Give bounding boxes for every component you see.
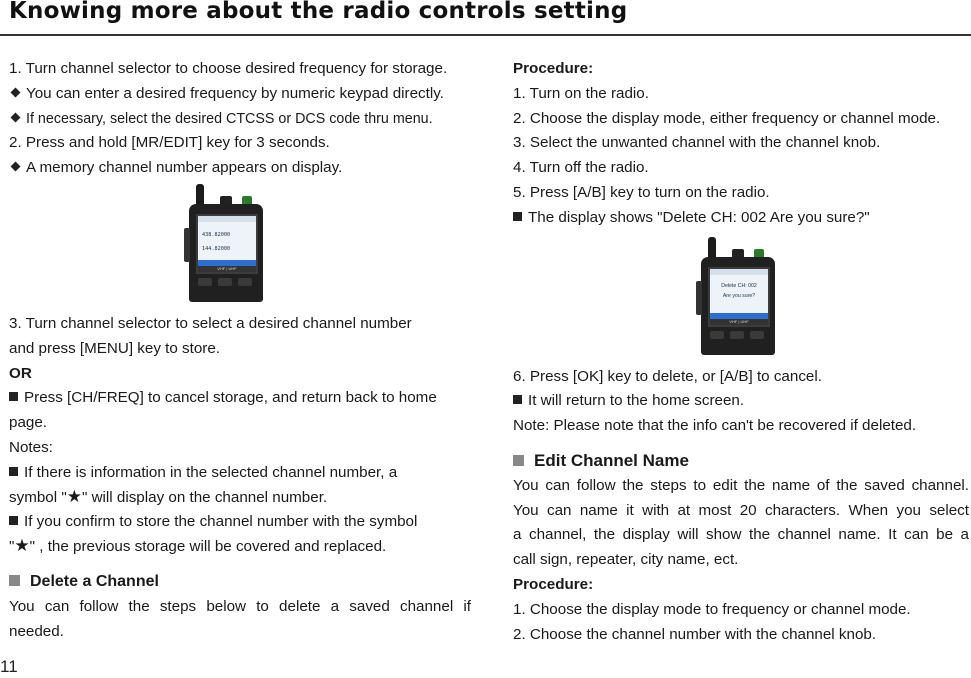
screen-line-2: 144.82000 [202, 245, 231, 252]
bullet-memory: A memory channel number appears on display. [9, 156, 471, 181]
square-bullet-icon [513, 455, 524, 466]
proc-step-4: 4. Turn off the radio. [513, 159, 649, 177]
proc-step-5: 5. Press [A/B] key to turn on the radio. [513, 183, 770, 201]
notes-label: Notes: [9, 438, 53, 456]
radio-brand: VHF | UHF [198, 266, 256, 272]
square-bullet-icon [513, 212, 522, 221]
edit-line-4: call sign, repeater, city name, ect. [513, 551, 739, 569]
proc-step-1: 1. Turn on the radio. [513, 84, 649, 102]
or-label: OR [9, 364, 32, 382]
title-divider [0, 34, 971, 36]
edit-step-1: 1. Choose the display mode to frequency or channel mode. [513, 600, 911, 618]
proc-step-2: 2. Choose the display mode, either frequency or channel mode. [513, 109, 941, 127]
edit-line-3: a channel, the display will show the channel name. It can be a [513, 526, 969, 544]
radio-illustration-frequency [184, 184, 266, 302]
delete-desc-line-1: You can follow the steps below to delete a saved channel if [9, 597, 471, 615]
right-column [513, 57, 969, 647]
radio-screen [708, 267, 770, 327]
delete-note: Note: Please note that the info can't be recovered if deleted. [513, 417, 917, 435]
delete-channel-heading: Delete a Channel [9, 570, 471, 595]
cancel-line-2: page. [9, 414, 48, 432]
display-shows: The display shows "Delete CH: 002 Are you sure?" [513, 206, 969, 231]
return-home: It will return to the home screen. [513, 389, 969, 414]
note-2-line-2: "★" , the previous storage will be covered and replaced. [9, 536, 387, 556]
screen-line-1: Delete CH: 002 [721, 282, 757, 289]
page-title: Knowing more about the radio controls setting [9, 0, 628, 24]
square-bullet-icon [513, 395, 522, 404]
square-bullet-icon [9, 392, 18, 401]
square-bullet-icon [9, 516, 18, 525]
screen-line-1: 438.82000 [202, 231, 231, 238]
diamond-bullet-icon [11, 112, 21, 122]
square-bullet-icon [9, 467, 18, 476]
radio-screen [196, 214, 258, 274]
procedure-heading: Procedure: [513, 60, 594, 77]
step-3-line-2: and press [MENU] key to store. [9, 339, 221, 357]
ptt-key [184, 228, 190, 262]
radio-illustration-delete [696, 237, 778, 355]
screen-line-2: Are you sure? [722, 292, 756, 299]
step-3-line-1: 3. Turn channel selector to select a desired channel number [9, 314, 412, 332]
procedure-heading-2: Procedure: [513, 575, 594, 593]
square-bullet-icon [9, 575, 20, 586]
proc-step-6: 6. Press [OK] key to delete, or [A/B] to cancel. [513, 367, 822, 385]
edit-step-2: 2. Choose the channel number with the channel knob. [513, 625, 877, 643]
left-column [9, 57, 471, 644]
star-icon: ★ [66, 486, 82, 506]
diamond-bullet-icon [11, 162, 21, 172]
note-2-line-1: If you confirm to store the channel number with the symbol [9, 510, 471, 535]
delete-desc-line-2: needed. [9, 622, 64, 640]
radio-brand: VHF | UHF [710, 319, 768, 325]
edit-channel-heading: Edit Channel Name [513, 449, 969, 474]
diamond-bullet-icon [11, 87, 21, 97]
proc-step-3: 3. Select the unwanted channel with the channel knob. [513, 134, 881, 152]
bullet-ctcss: If necessary, select the desired CTCSS or DCS code thru menu. [9, 107, 471, 132]
note-1-line-2: symbol "★" will display on the channel number. [9, 486, 328, 506]
edit-line-2: You can name it with at most 20 characters. When you select [513, 501, 969, 519]
page-number: 11 [0, 657, 18, 676]
note-1-line-1: If there is information in the selected channel number, a [9, 461, 471, 486]
ptt-key [696, 281, 702, 315]
step-2: 2. Press and hold [MR/EDIT] key for 3 seconds. [9, 134, 330, 152]
bullet-keypad: You can enter a desired frequency by numeric keypad directly. [9, 82, 471, 107]
cancel-line-1: Press [CH/FREQ] to cancel storage, and return back to home [9, 386, 471, 411]
step-1: 1. Turn channel selector to choose desired frequency for storage. [9, 60, 448, 77]
edit-line-1: You can follow the steps to edit the name of the saved channel. [513, 476, 969, 494]
star-icon: ★ [14, 536, 30, 556]
